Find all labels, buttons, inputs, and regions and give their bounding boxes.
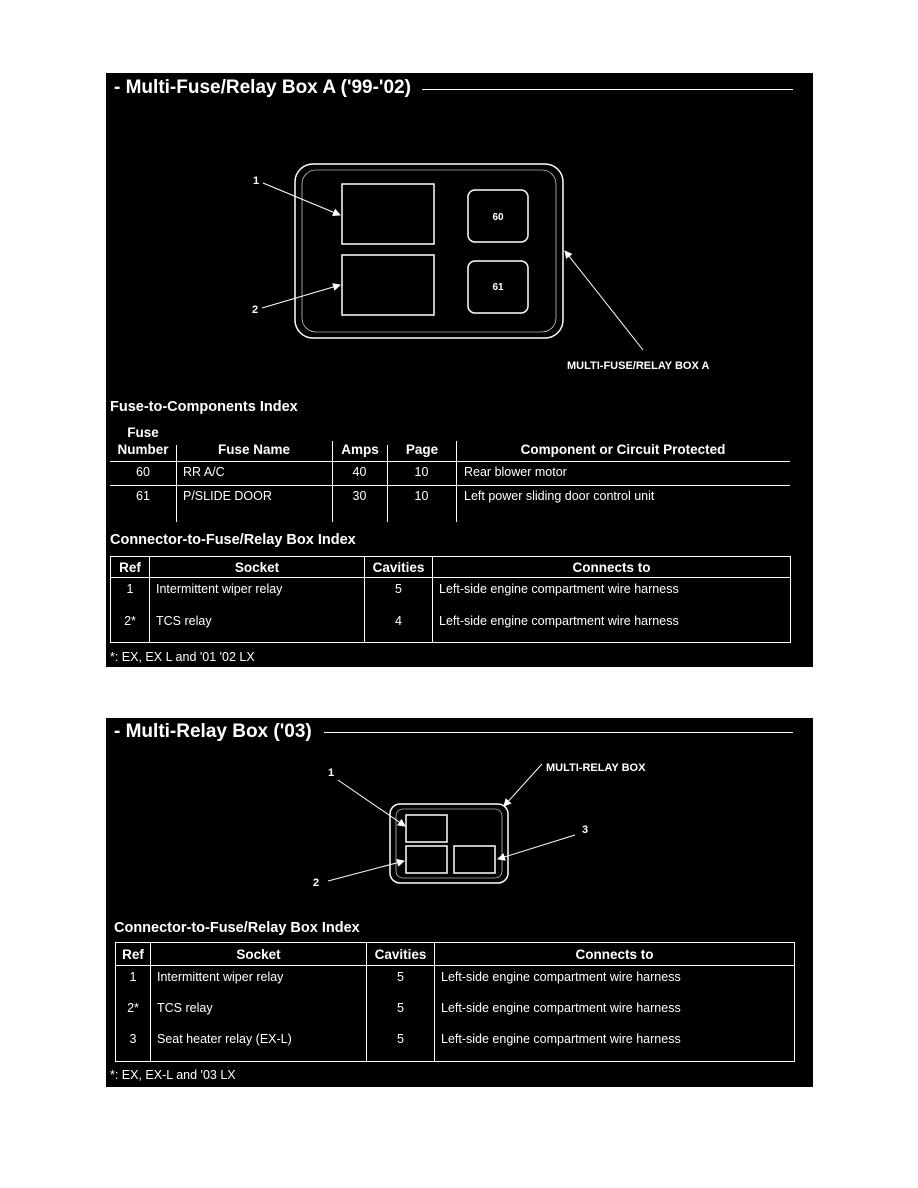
multi-relay-box-diagram — [106, 718, 813, 918]
header-connects: Connects to — [435, 943, 795, 966]
footnote: *: EX, EX L and '01 '02 LX — [110, 650, 255, 664]
callout-2: 2 — [313, 877, 320, 889]
table-row: 3 Seat heater relay (EX-L) 5 Left-side engine compartment wire harness — [116, 1028, 795, 1062]
header-component: Component or Circuit Protected — [520, 442, 726, 457]
callout-3: 3 — [582, 824, 589, 836]
header-connects: Connects to — [433, 557, 791, 578]
relay-socket-2 — [342, 255, 434, 315]
relay-socket-1 — [406, 815, 447, 842]
header-socket: Socket — [150, 557, 365, 578]
fuse-relay-box-a-diagram — [106, 73, 813, 393]
callout-2-leader — [262, 285, 340, 308]
fuse-60-label: 60 — [492, 212, 504, 223]
box-label: MULTI-RELAY BOX — [546, 762, 646, 774]
connector-index-title: Connector-to-Fuse/Relay Box Index — [114, 920, 360, 936]
panel-multi-relay-box — [106, 718, 813, 1087]
callout-1-leader — [263, 183, 340, 215]
connector-index-table — [110, 556, 791, 643]
callout-1: 1 — [253, 175, 260, 187]
header-ref: Ref — [116, 943, 151, 966]
header-page: Page — [405, 442, 439, 457]
callout-2: 2 — [252, 304, 259, 316]
relay-box-housing-inner — [396, 809, 502, 878]
row-rule — [110, 485, 790, 486]
header-ref: Ref — [111, 557, 150, 578]
table-row: 2* TCS relay 5 Left-side engine compartment wire harness — [116, 997, 795, 1028]
box-housing-inner — [302, 170, 556, 332]
table-row: 2* TCS relay 4 Left-side engine compartment wire harness — [111, 604, 791, 643]
relay-box-housing — [390, 804, 508, 883]
box-label-leader — [504, 764, 542, 806]
fuse-index-title: Fuse-to-Components Index — [110, 399, 298, 415]
box-label-leader — [565, 251, 643, 350]
callout-1-leader — [338, 780, 405, 826]
header-rule — [110, 461, 790, 462]
relay-socket-1 — [342, 184, 434, 244]
relay-socket-3 — [454, 846, 495, 873]
panel-multi-fuse-relay-box-a: - Multi-Fuse/Relay Box A ('99-'02) 60 61 1 2 MULTI-FUSE/RELAY BOX A Fuse-to-Components Index Fuse Number Fuse Name Amps Page Component or Circuit Protected 60 RR A/C 40 10 Rear blower motor 61 P/SLIDE DOOR 30 10 Left power sliding door control unit Connector-to-Fuse/Relay Box Index Ref Socket Cavities Connects to 1 Intermittent wiper relay 5 Left-side engine compartment wire harness 2* TCS relay 4 Left-side engine compartment wire harness *: EX, EX L and '01 '02 LX — [106, 73, 813, 667]
connector-index-table — [115, 942, 795, 1062]
connector-index-title: Connector-to-Fuse/Relay Box Index — [110, 532, 356, 548]
header-socket: Socket — [151, 943, 367, 966]
footnote: *: EX, EX-L and '03 LX — [110, 1068, 236, 1082]
callout-1: 1 — [328, 767, 335, 779]
box-label: MULTI-FUSE/RELAY BOX A — [567, 360, 710, 372]
callout-3-leader — [498, 835, 575, 859]
callout-2-leader — [328, 861, 404, 881]
header-fuse-name: Fuse Name — [217, 442, 291, 457]
header-cavities: Cavities — [365, 557, 433, 578]
section-title: - Multi-Relay Box ('03) — [114, 721, 312, 742]
table-row: 1 Intermittent wiper relay 5 Left-side engine compartment wire harness — [116, 966, 795, 997]
relay-socket-2 — [406, 846, 447, 873]
header-fuse-number: Fuse Number — [117, 425, 169, 457]
table-row: 1 Intermittent wiper relay 5 Left-side engine compartment wire harness — [111, 578, 791, 604]
header-cavities: Cavities — [367, 943, 435, 966]
header-amps: Amps — [341, 442, 379, 457]
section-title: - Multi-Fuse/Relay Box A ('99-'02) — [114, 77, 411, 98]
fuse-61-label: 61 — [492, 282, 504, 293]
